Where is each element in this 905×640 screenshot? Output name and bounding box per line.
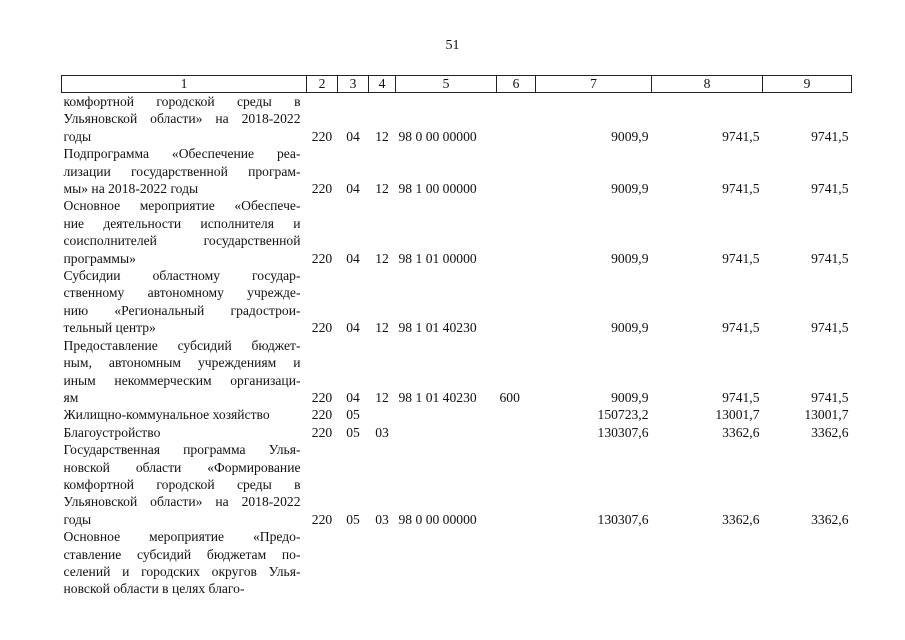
- amount-col7-cell: 9009,9: [611, 389, 649, 405]
- admin-code-cell: 220: [311, 511, 333, 527]
- subsection-code-cell: 12: [375, 389, 389, 405]
- table-header-row: [62, 76, 852, 93]
- subsection-code-cell: 03: [375, 511, 389, 527]
- section-code-cell: 04: [346, 181, 360, 197]
- expense-type-cell: [497, 528, 536, 598]
- row-name-line: ным, автономным учреждениям и: [63, 355, 301, 371]
- table-row: [62, 337, 852, 407]
- row-name-line: соисполнителей государственной: [63, 233, 301, 249]
- amount-col9-cell: 9741,5: [811, 250, 849, 266]
- amount-col7-cell: 9009,9: [611, 320, 649, 336]
- table-row: [62, 197, 852, 267]
- table-row: [62, 406, 852, 423]
- amount-col7-cell: 9009,9: [611, 128, 649, 144]
- row-name-line: программы»: [63, 250, 136, 266]
- row-name-line: Жилищно-коммунальное хозяйство: [63, 407, 270, 423]
- row-name-cell: [62, 267, 307, 337]
- row-name-cell: [62, 441, 307, 528]
- column-header-3: 3: [338, 76, 369, 93]
- table-row: [62, 267, 852, 337]
- expense-type-cell: [497, 267, 536, 337]
- table-body: [62, 93, 852, 598]
- row-name-line: Основное мероприятие «Обеспече-: [63, 198, 301, 214]
- section-code-cell: 04: [346, 250, 360, 266]
- target-article-cell: 98 1 01 40230: [398, 389, 477, 405]
- amount-col9-cell: 13001,7: [804, 407, 849, 423]
- amount-col7-cell: 130307,6: [597, 424, 649, 440]
- row-name-line: Ульяновской области» на 2018-2022: [63, 494, 301, 510]
- target-article-cell: [396, 424, 497, 441]
- amount-col7-cell: 130307,6: [597, 511, 649, 527]
- target-article-cell: 98 1 00 00000: [398, 181, 477, 197]
- section-code-cell: [338, 528, 369, 598]
- expense-type-cell: [497, 424, 536, 441]
- amount-col9-cell: 9741,5: [811, 320, 849, 336]
- column-header-4: 4: [369, 76, 396, 93]
- row-name-line: мы» на 2018-2022 годы: [63, 181, 199, 197]
- row-name-cell: [62, 145, 307, 197]
- amount-col7-cell: 9009,9: [611, 250, 649, 266]
- expense-type-cell: 600: [499, 389, 520, 405]
- amount-col7-cell: [536, 528, 652, 598]
- row-name-line: ственному автономному учрежде-: [63, 285, 301, 301]
- row-name-cell: [62, 197, 307, 267]
- admin-code-cell: 220: [311, 181, 333, 197]
- row-name-line: нию «Региональный градострои-: [63, 302, 301, 318]
- amount-col8-cell: 3362,6: [722, 511, 760, 527]
- amount-col8-cell: 9741,5: [722, 389, 760, 405]
- amount-col9-cell: 9741,5: [811, 181, 849, 197]
- column-header-1: 1: [62, 76, 307, 93]
- target-article-cell: 98 0 00 00000: [398, 128, 477, 144]
- column-header-7: 7: [536, 76, 652, 93]
- subsection-code-cell: [369, 528, 396, 598]
- amount-col8-cell: 9741,5: [722, 128, 760, 144]
- row-name-line: ставление субсидий бюджетам по-: [63, 546, 301, 562]
- row-name-line: комфортной городской среды в: [63, 94, 301, 109]
- row-name-line: ние деятельности исполнителя и: [63, 215, 301, 231]
- subsection-code-cell: 12: [375, 181, 389, 197]
- amount-col8-cell: 3362,6: [722, 424, 760, 440]
- section-code-cell: 05: [346, 407, 360, 423]
- row-name-line: Благоустройство: [63, 424, 161, 440]
- column-header-5: 5: [396, 76, 497, 93]
- amount-col9-cell: 9741,5: [811, 128, 849, 144]
- row-name-line: годы: [63, 511, 92, 527]
- row-name-cell: [62, 337, 307, 407]
- column-header-2: 2: [307, 76, 338, 93]
- subsection-code-cell: 03: [375, 424, 389, 440]
- row-name-line: селений и городских округов Улья-: [63, 563, 301, 579]
- row-name-line: новской области в целях благо-: [63, 581, 245, 597]
- admin-code-cell: 220: [311, 407, 333, 423]
- expense-type-cell: [497, 441, 536, 528]
- column-header-8: 8: [652, 76, 763, 93]
- section-code-cell: 04: [346, 389, 360, 405]
- section-code-cell: 04: [346, 320, 360, 336]
- subsection-code-cell: 12: [375, 128, 389, 144]
- target-article-cell: [396, 406, 497, 423]
- amount-col9-cell: 3362,6: [811, 511, 849, 527]
- amount-col9-cell: 9741,5: [811, 389, 849, 405]
- admin-code-cell: 220: [311, 320, 333, 336]
- target-article-cell: 98 0 00 00000: [398, 511, 477, 527]
- table-row: [62, 93, 852, 146]
- admin-code-cell: [307, 528, 338, 598]
- budget-table: [61, 75, 852, 598]
- target-article-cell: [396, 528, 497, 598]
- row-name-line: ям: [63, 389, 79, 405]
- row-name-line: Ульяновской области» на 2018-2022: [63, 111, 301, 127]
- admin-code-cell: 220: [311, 424, 333, 440]
- amount-col8-cell: [652, 528, 763, 598]
- expense-type-cell: [497, 145, 536, 197]
- target-article-cell: 98 1 01 00000: [398, 250, 477, 266]
- amount-col7-cell: 150723,2: [597, 407, 649, 423]
- admin-code-cell: 220: [311, 389, 333, 405]
- section-code-cell: 05: [346, 511, 360, 527]
- amount-col8-cell: 9741,5: [722, 320, 760, 336]
- section-code-cell: 04: [346, 128, 360, 144]
- row-name-cell: [62, 528, 307, 598]
- expense-type-cell: [497, 93, 536, 146]
- target-article-cell: 98 1 01 40230: [398, 320, 477, 336]
- row-name-line: новской области «Формирование: [63, 459, 301, 475]
- amount-col7-cell: 9009,9: [611, 181, 649, 197]
- subsection-code-cell: 12: [375, 250, 389, 266]
- expense-type-cell: [497, 197, 536, 267]
- row-name-line: Предоставление субсидий бюджет-: [63, 337, 301, 353]
- row-name-line: тельный центр»: [63, 320, 156, 336]
- section-code-cell: 05: [346, 424, 360, 440]
- row-name-line: комфортной городской среды в: [63, 476, 301, 492]
- amount-col8-cell: 9741,5: [722, 181, 760, 197]
- row-name-line: Подпрограмма «Обеспечение реа-: [63, 146, 301, 162]
- table-row: [62, 424, 852, 441]
- subsection-code-cell: [369, 406, 396, 423]
- column-header-9: 9: [763, 76, 852, 93]
- row-name-line: годы: [63, 128, 92, 144]
- amount-col8-cell: 13001,7: [715, 407, 760, 423]
- row-name-line: Основное мероприятие «Предо-: [63, 529, 301, 545]
- table-row: [62, 528, 852, 598]
- row-name-line: Государственная программа Улья-: [63, 442, 301, 458]
- column-header-6: 6: [497, 76, 536, 93]
- table-row: [62, 441, 852, 528]
- row-name-line: лизации государственной програм-: [63, 163, 301, 179]
- row-name-line: Субсидии областному государ-: [63, 268, 301, 284]
- amount-col9-cell: [763, 528, 852, 598]
- amount-col8-cell: 9741,5: [722, 250, 760, 266]
- amount-col9-cell: 3362,6: [811, 424, 849, 440]
- table-row: [62, 145, 852, 197]
- admin-code-cell: 220: [311, 250, 333, 266]
- row-name-cell: [62, 424, 307, 441]
- row-name-line: иным некоммерческим организаци-: [63, 372, 301, 388]
- subsection-code-cell: 12: [375, 320, 389, 336]
- row-name-cell: [62, 406, 307, 423]
- expense-type-cell: [497, 406, 536, 423]
- row-name-cell: [62, 93, 307, 146]
- admin-code-cell: 220: [311, 128, 333, 144]
- page-number: 51: [445, 38, 460, 53]
